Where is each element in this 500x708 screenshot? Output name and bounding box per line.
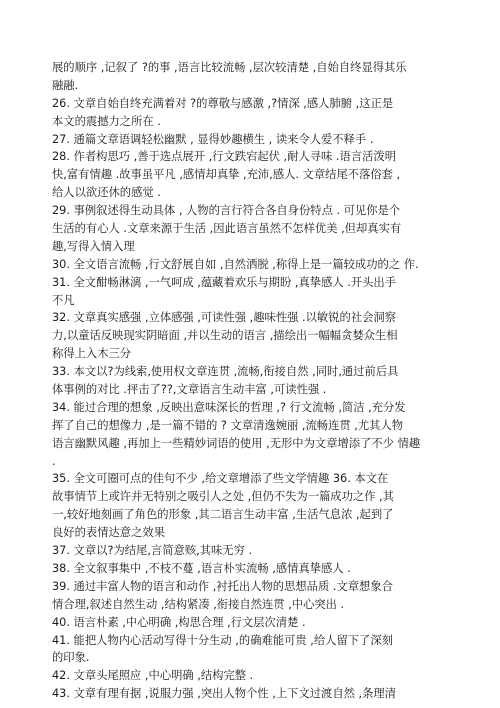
- text-line: 的印象.: [52, 651, 90, 665]
- text-line: 29. 事例叙述得生动具体 , 人物的言行符合各自身份特点 . 可见你是个: [52, 204, 401, 218]
- text-line: 40. 语言朴素 ,中心明确 ,构思合理 ,行文层次清楚 .: [52, 615, 306, 629]
- text-line: 情合理,叙述自然生动 ,结构紧凑 ,衔接自然连贯 ,中心突出 .: [52, 597, 345, 611]
- text-line: .: [52, 454, 56, 468]
- text-line: 语言幽默风趣 ,再加上一些精妙词语的使用 ,无形中为文章增添了不少 情趣: [52, 436, 421, 450]
- text-line: 趣,写得入情入理: [52, 239, 135, 253]
- text-line: 一,较好地刻画了角色的形象 ,其二语言生动丰富 ,生活气息浓 ,起到了: [52, 508, 394, 522]
- text-line: 38. 全文叙事集中 ,不枝不蔓 ,语言朴实流畅 ,感情真挚感人 .: [52, 561, 351, 575]
- text-line: 27. 通篇文章语调轻松幽默 , 显得妙趣横生 , 读来令人爱不释手 .: [52, 132, 374, 146]
- text-line: 43. 文章有理有据 ,说服力强 ,突出人物个性 ,上下文过渡自然 ,条理清: [52, 687, 397, 701]
- text-line: 故事情节上或许并无特别之吸引人之处 ,但仍不失为一篇成功之作 ,其: [52, 490, 394, 504]
- text-line: 挥了自己的想像力 ,是一篇不错的 ? 文章清逸婉丽 ,流畅连贯 ,尤其人物: [52, 418, 404, 432]
- text-line: 融融.: [52, 78, 79, 92]
- text-line: 28. 作者构思巧 ,善于选点展开 ,行文跌宕起伏 ,耐人寻味 .语言活泼明: [52, 150, 397, 164]
- text-line: 良好的表情达意之效果: [52, 526, 165, 540]
- text-line: 33. 本文以?为线索,使用权文章连贯 ,流畅,衔接自然 ,同时,通过前后具: [52, 365, 399, 379]
- text-line: 26. 文章自始自终充满着对 ?的尊敬与感激 ,?情深 ,感人肺腑 ,这正是: [52, 96, 394, 110]
- text-line: 体事例的对比 .抨击了??,文章语言生动丰富 ,可读性强 .: [52, 383, 327, 397]
- text-line: 给人以欲还休的感觉 .: [52, 186, 161, 200]
- text-line: 30. 全文语言流畅 ,行文舒展自如 ,自然洒脱 ,称得上是一篇较成功的之 作.: [52, 257, 419, 271]
- text-line: 39. 通过丰富人物的语言和动作 ,衬托出人物的思想品质 .文章想象合: [52, 579, 393, 593]
- text-line: 生活的有心人 .文章来源于生活 ,因此语言虽然不怎样优美 ,但却真实有: [52, 222, 402, 236]
- text-line: 32. 文章真实感强 ,立体感强 ,可读性强 ,趣味性强 .以敏锐的社会洞察: [52, 311, 397, 325]
- text-line: 力,以童话反映现实阴暗面 ,并以生动的语言 ,描绘出一幅幅贪婪众生相: [52, 329, 398, 343]
- text-line: 31. 全文酣畅淋漓 ,一气呵成 ,蕴藏着欢乐与期盼 ,真挚感人 .开头出手: [52, 275, 397, 289]
- document-body: [52, 59, 452, 703]
- text-line: 称得上入木三分: [52, 347, 132, 361]
- text-line: 34. 能过合理的想象 ,反映出意味深长的哲理 ,? 行文流畅 ,简洁 ,充分发: [52, 400, 406, 414]
- text-line: 不凡: [52, 293, 75, 307]
- text-line: 展的顺序 ,记叙了 ?的事 ,语言比较流畅 ,层次较清楚 ,自始自终显得其乐: [52, 61, 407, 74]
- text-line: 42. 文章头尾照应 ,中心明确 ,结构完整 .: [52, 669, 254, 683]
- text-line: 本文的震撼力之所在 .: [52, 114, 161, 128]
- text-line: 41. 能把人物内心活动写得十分生动 ,的确难能可贵 ,给人留下了深刻: [52, 633, 393, 647]
- text-line: 37. 文章以?为结尾,言简意赅,其味无穷 .: [52, 544, 253, 558]
- text-line: 35. 全文可圈可点的佳句不少 ,给文章增添了些文学情趣 36. 本文在: [52, 472, 389, 486]
- text-line: 快,富有情趣 .故事虽平凡 ,感情却真挚 ,充沛,感人. 文章结尾不落俗套 ,: [52, 168, 401, 182]
